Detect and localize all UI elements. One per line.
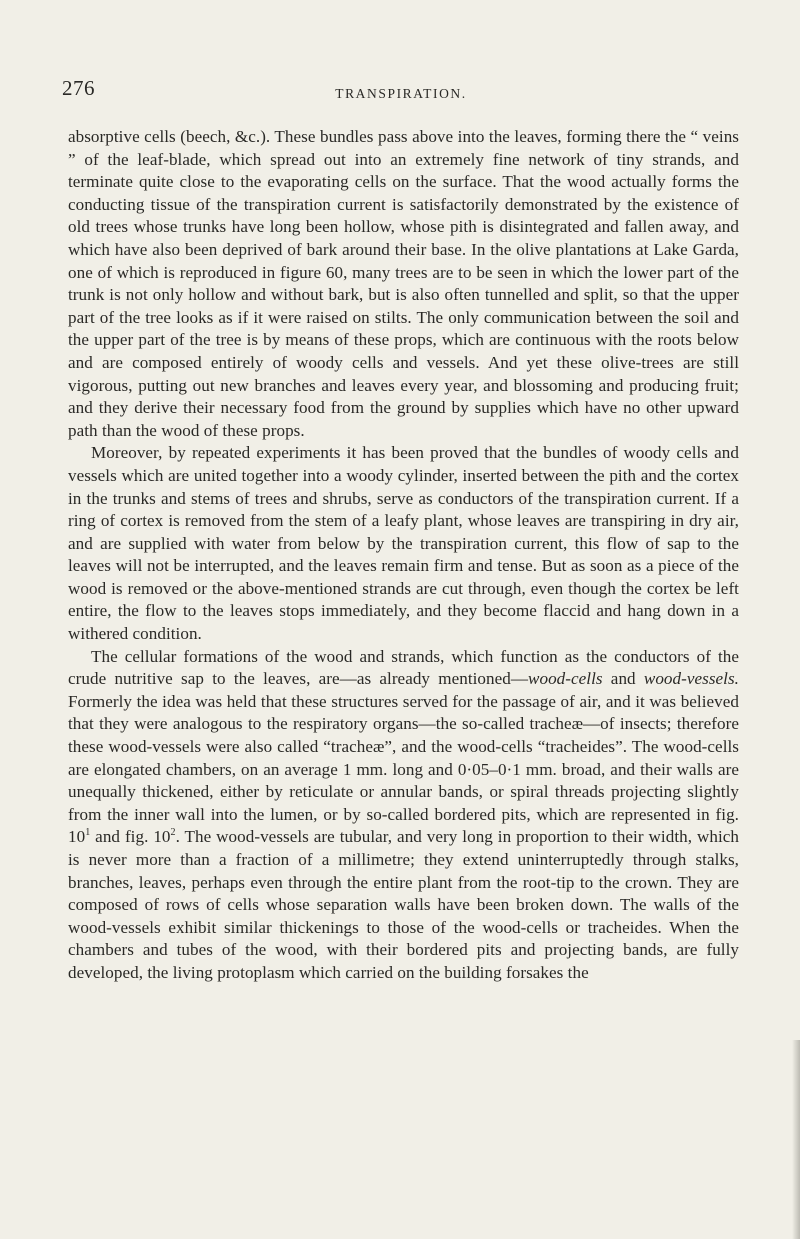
- page-edge-shadow: [792, 1040, 800, 1239]
- paragraph-3: [68, 646, 739, 985]
- page-header: [62, 76, 740, 106]
- figure-superscript-1: 1: [85, 827, 91, 839]
- running-title: TRANSPIRATION.: [335, 86, 467, 101]
- paragraph-1: absorptive cells (beech, &c.). These bundles pass above into the leaves, forming there the “ veins ” of the leaf-blade, which spread out into an extremely fine network of tiny strands, and terminate quite close to the evaporating cells on the surface. That the wood actually forms the conducting tissue of the transpiration current is satisfactorily demonstrated by the existence of old trees whose trunks have long been hollow, whose pith is disintegrated and fallen away, and which have also been deprived of bark around their base. In the olive plantations at Lake Garda, one of which is reproduced in figure 60, many trees are to be seen in which the lower part of the trunk is not only hollow and without bark, but is also often tunnelled and split, so that the upper part of the tree looks as if it were raised on stilts. The only communication between the soil and the upper part of the tree is by means of these props, which are continuous with the roots below and are composed entirely of woody cells and vessels. And yet these olive-trees are still vigorous, putting out new branches and leaves every year, and blossoming and producing fruit; and they derive their necessary food from the ground by supplies which have no other upward path than the wood of these props.: [68, 127, 739, 440]
- paragraph-3-text-e: . The wood-vessels are tubular, and very long in proportion to their width, which is never more than a fraction of a millimetre; they extend uninterruptedly through stalks, branches, leaves, perhaps even through the entire plant from the root-tip to the crown. They are composed of rows of cells whose separation walls have been broken down. The walls of the wood-vessels exhibit similar thickenings to those of the wood-cells or tracheides. When the chambers and tubes of the wood, with their bordered pits and projecting bands, are fully developed, the living protoplasm which carried on the building forsakes the: [68, 827, 739, 982]
- paragraph-3-text-d: and fig. 10: [90, 827, 171, 847]
- paragraph-3-text-b: and: [602, 669, 644, 689]
- body-text: [68, 126, 739, 985]
- paragraph-3-text-c: Formerly the idea was held that these structures served for the passage of air, and it was believed that they were analogous to the respiratory organs—the so-called tracheæ—of insects; therefore these wood-vessels were also called “tracheæ”, and the wood-cells “tracheides”. The wood-cells are elongated chambers, on an average 1 mm. long and 0·05–0·1 mm. broad, and their walls are unequally thickened, either by reticulate or annular bands, or spiral threads projecting slightly from the inner wall into the lumen, or by so-called bordered pits, which are represented in fig. 10: [68, 691, 739, 847]
- paragraph-2: Moreover, by repeated experiments it has been proved that the bundles of woody cells and vessels which are united together into a woody cylinder, inserted between the pith and the cortex in the trunks and stems of trees and shrubs, serve as conductors of the transpiration current. If a ring of cortex is removed from the stem of a leafy plant, whose leaves are transpiring in dry air, and are supplied with water from below by the transpiration current, this flow of sap to the leaves will not be interrupted, and the leaves remain firm and tense. But as soon as a piece of the wood is removed or the above-mentioned strands are cut through, even though the cortex be left entire, the flow to the leaves stops immediately, and they become flaccid and hang down in a withered condition.: [68, 443, 739, 644]
- page-number: 276: [62, 76, 95, 100]
- paragraph-3-text-a: The cellular formations of the wood and strands, which function as the conductors of the crude nutritive sap to the leaves, are—as already mentioned—: [68, 646, 739, 689]
- term-wood-cells: wood-cells: [528, 669, 603, 689]
- figure-superscript-2: 2: [170, 827, 176, 839]
- term-wood-vessels: wood-vessels.: [643, 669, 739, 689]
